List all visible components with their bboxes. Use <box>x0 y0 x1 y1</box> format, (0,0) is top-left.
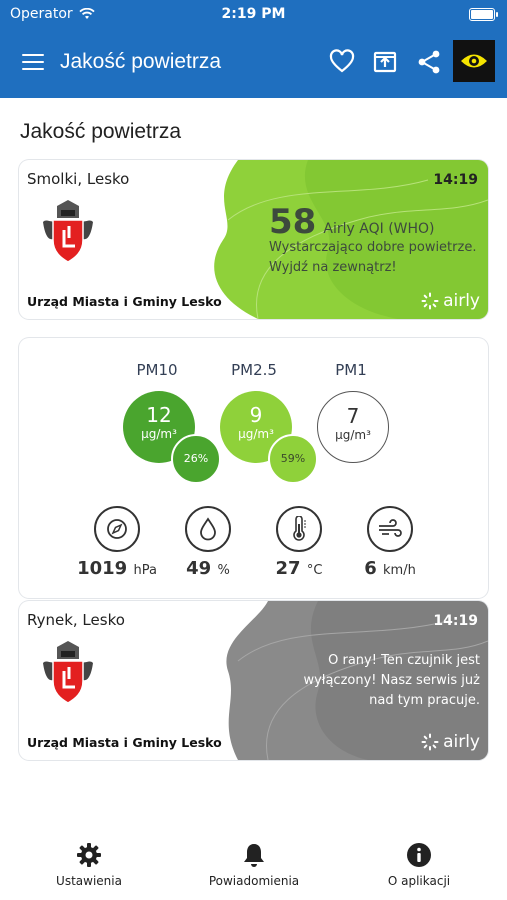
battery-icon <box>469 8 495 21</box>
aqi-label: Airly AQI (WHO) <box>323 221 435 237</box>
airly-logo-text: airly <box>443 291 480 311</box>
coat-of-arms-icon <box>37 198 99 264</box>
bell-icon <box>241 842 267 868</box>
wind-icon-circle <box>367 506 413 552</box>
tab-settings-label: Ustawienia <box>56 874 122 888</box>
aqi-summary <box>269 202 488 278</box>
coat-of-arms-icon <box>37 639 99 705</box>
aqi-message: Wystarczająco dobre powietrze. Wyjdź na zewnątrz! <box>269 240 477 275</box>
tab-notifications-label: Powiadomienia <box>208 874 300 888</box>
airly-logo <box>421 732 480 752</box>
app-bar-title: Jakość powietrza <box>60 50 222 73</box>
tab-settings[interactable] <box>19 842 159 888</box>
accessibility-eye-button[interactable] <box>453 40 495 82</box>
airly-logo <box>421 291 480 311</box>
tab-notifications[interactable] <box>184 842 324 888</box>
pm25-label: PM2.5 <box>231 361 277 379</box>
offline-message: O rany! Ten czujnik jest wyłączony! Nasz serwis już nad tym pracuje. <box>303 653 480 708</box>
tab-about[interactable] <box>349 842 489 888</box>
share-icon[interactable] <box>415 48 443 76</box>
info-icon <box>406 842 432 868</box>
eye-icon <box>459 51 489 71</box>
airly-logo-text: airly <box>443 732 480 752</box>
temperature-icon-circle <box>276 506 322 552</box>
clock: 2:19 PM <box>221 6 286 22</box>
station-owner: Urząd Miasta i Gminy Lesko <box>27 735 222 750</box>
wind-value: 6 <box>364 558 377 579</box>
temperature-value: 27 <box>275 558 301 579</box>
station-name: Rynek, Lesko <box>27 611 125 629</box>
widget-icon[interactable] <box>371 48 399 76</box>
pm10-unit: μg/m³ <box>141 427 177 441</box>
tab-about-label: O aplikacji <box>387 874 451 888</box>
wind-reading <box>340 558 440 579</box>
station-card[interactable] <box>19 601 488 760</box>
pressure-value: 1019 <box>77 558 128 579</box>
hamburger-menu-icon[interactable] <box>22 54 44 70</box>
pm25-value: 9 <box>249 403 263 427</box>
section-title: Jakość powietrza <box>20 120 182 143</box>
pm25-unit: μg/m³ <box>238 427 274 441</box>
humidity-value: 49 <box>186 558 212 579</box>
humidity-unit: % <box>217 563 230 578</box>
pm1-circle <box>317 391 389 463</box>
temperature-unit: °C <box>306 563 323 578</box>
pressure-reading <box>67 558 167 579</box>
status-bar <box>0 0 507 30</box>
app-bar <box>0 30 507 98</box>
station-name: Smolki, Lesko <box>27 170 130 188</box>
thermometer-icon <box>289 516 309 542</box>
pm1-label: PM1 <box>335 361 367 379</box>
humidity-reading <box>158 558 258 579</box>
pm10-percent-badge: 26% <box>171 434 221 484</box>
heart-icon[interactable] <box>328 48 356 76</box>
compass-icon <box>105 517 129 541</box>
wind-unit: km/h <box>383 563 416 578</box>
measurements-card <box>19 338 488 598</box>
pressure-icon-circle <box>94 506 140 552</box>
carrier-name: Operator <box>10 6 73 22</box>
station-card[interactable] <box>19 160 488 319</box>
aqi-value: 58 <box>269 202 317 242</box>
airly-spinner-icon <box>421 292 439 310</box>
pm1-value: 7 <box>346 404 360 428</box>
pm10-value: 12 <box>146 403 172 427</box>
pm10-label: PM10 <box>136 361 178 379</box>
pressure-unit: hPa <box>133 563 157 578</box>
pm25-percent-badge: 59% <box>268 434 318 484</box>
airly-spinner-icon <box>421 733 439 751</box>
humidity-icon-circle <box>185 506 231 552</box>
gear-icon <box>76 842 102 868</box>
station-owner: Urząd Miasta i Gminy Lesko <box>27 294 222 309</box>
droplet-icon <box>198 517 218 541</box>
pm1-unit: μg/m³ <box>335 428 371 442</box>
wind-icon <box>377 518 403 540</box>
station-time: 14:19 <box>433 172 478 188</box>
station-time: 14:19 <box>433 613 478 629</box>
temperature-reading <box>249 558 349 579</box>
